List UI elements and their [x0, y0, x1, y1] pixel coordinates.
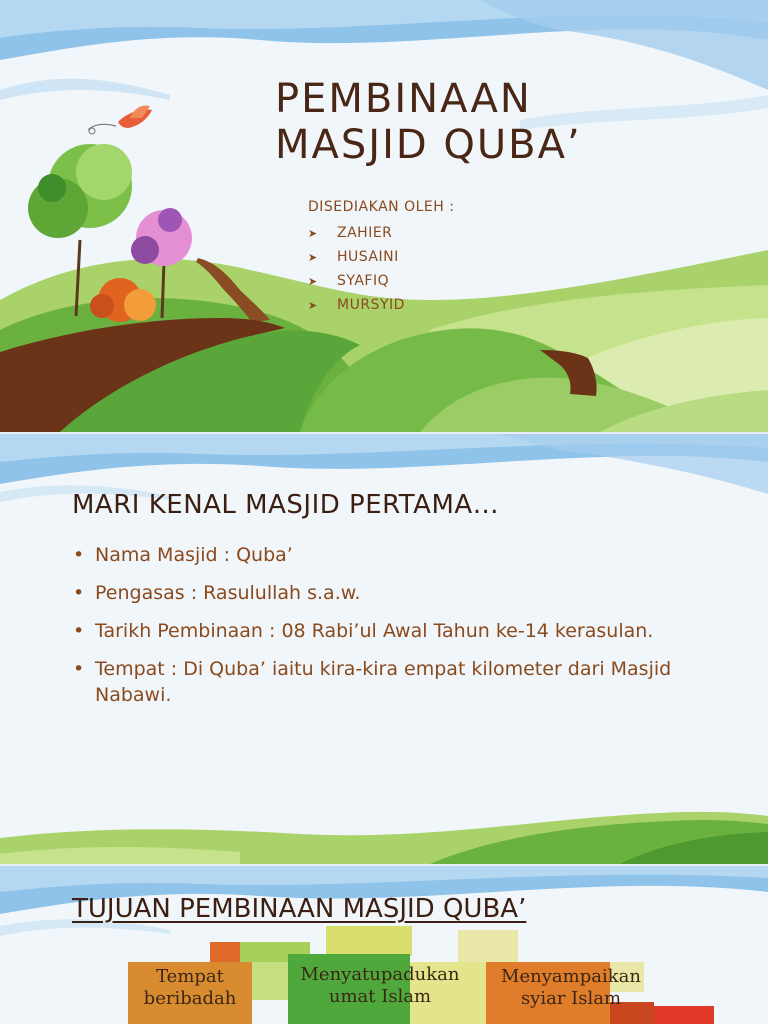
purpose-tile-1 [130, 966, 250, 1010]
list-item [72, 618, 712, 644]
arrowhead-bullet-icon: ➤ [308, 250, 318, 264]
tile-line: beribadah [143, 988, 237, 1009]
tile-line: umat Islam [328, 986, 432, 1007]
tile-line: syiar Islam [520, 988, 622, 1009]
tile-line: Menyatupadukan [300, 964, 460, 985]
purpose-tile-2 [282, 964, 478, 1008]
title-line-1: PEMBINAAN [275, 76, 532, 122]
list-item [72, 580, 712, 606]
tile-line: Tempat [156, 966, 224, 987]
fact-text: Nama Masjid : Quba’ [95, 544, 293, 566]
presentation-title [275, 76, 582, 168]
section-heading: TUJUAN PEMBINAAN MASJID QUBA’ [72, 894, 527, 924]
info-slide [0, 434, 768, 864]
arrowhead-bullet-icon: ➤ [308, 274, 318, 288]
author-list [308, 221, 405, 317]
purpose-tile-3 [486, 966, 656, 1010]
author-name: MURSYID [337, 297, 405, 313]
fact-text: Pengasas : Rasulullah s.a.w. [95, 582, 361, 604]
fact-text: Tempat : Di Quba’ iaitu kira-kira empat kilometer dari Masjid Nabawi. [95, 658, 672, 706]
title-line-2: MASJID QUBA’ [275, 122, 582, 168]
bullet-icon: • [73, 544, 85, 566]
arrowhead-bullet-icon: ➤ [308, 226, 318, 240]
bullet-icon: • [73, 582, 85, 604]
arrowhead-bullet-icon: ➤ [308, 298, 318, 312]
landscape-illustration [0, 0, 768, 432]
author-item [308, 269, 405, 293]
facts-list [72, 542, 712, 720]
bullet-icon: • [73, 620, 85, 642]
byline: DISEDIAKAN OLEH : [308, 199, 455, 215]
list-item [72, 656, 712, 708]
title-slide [0, 0, 768, 432]
fact-text: Tarikh Pembinaan : 08 Rabi’ul Awal Tahun ke-14 kerasulan. [95, 620, 654, 642]
list-item [72, 542, 712, 568]
section-heading: MARI KENAL MASJID PERTAMA… [72, 490, 500, 520]
author-item [308, 293, 405, 317]
bullet-icon: • [73, 658, 85, 680]
author-item [308, 221, 405, 245]
author-item [308, 245, 405, 269]
author-name: HUSAINI [337, 249, 399, 265]
tile-line: Menyampaikan [501, 966, 641, 987]
author-name: ZAHIER [337, 225, 393, 241]
objectives-slide [0, 866, 768, 1024]
author-name: SYAFIQ [337, 273, 390, 289]
